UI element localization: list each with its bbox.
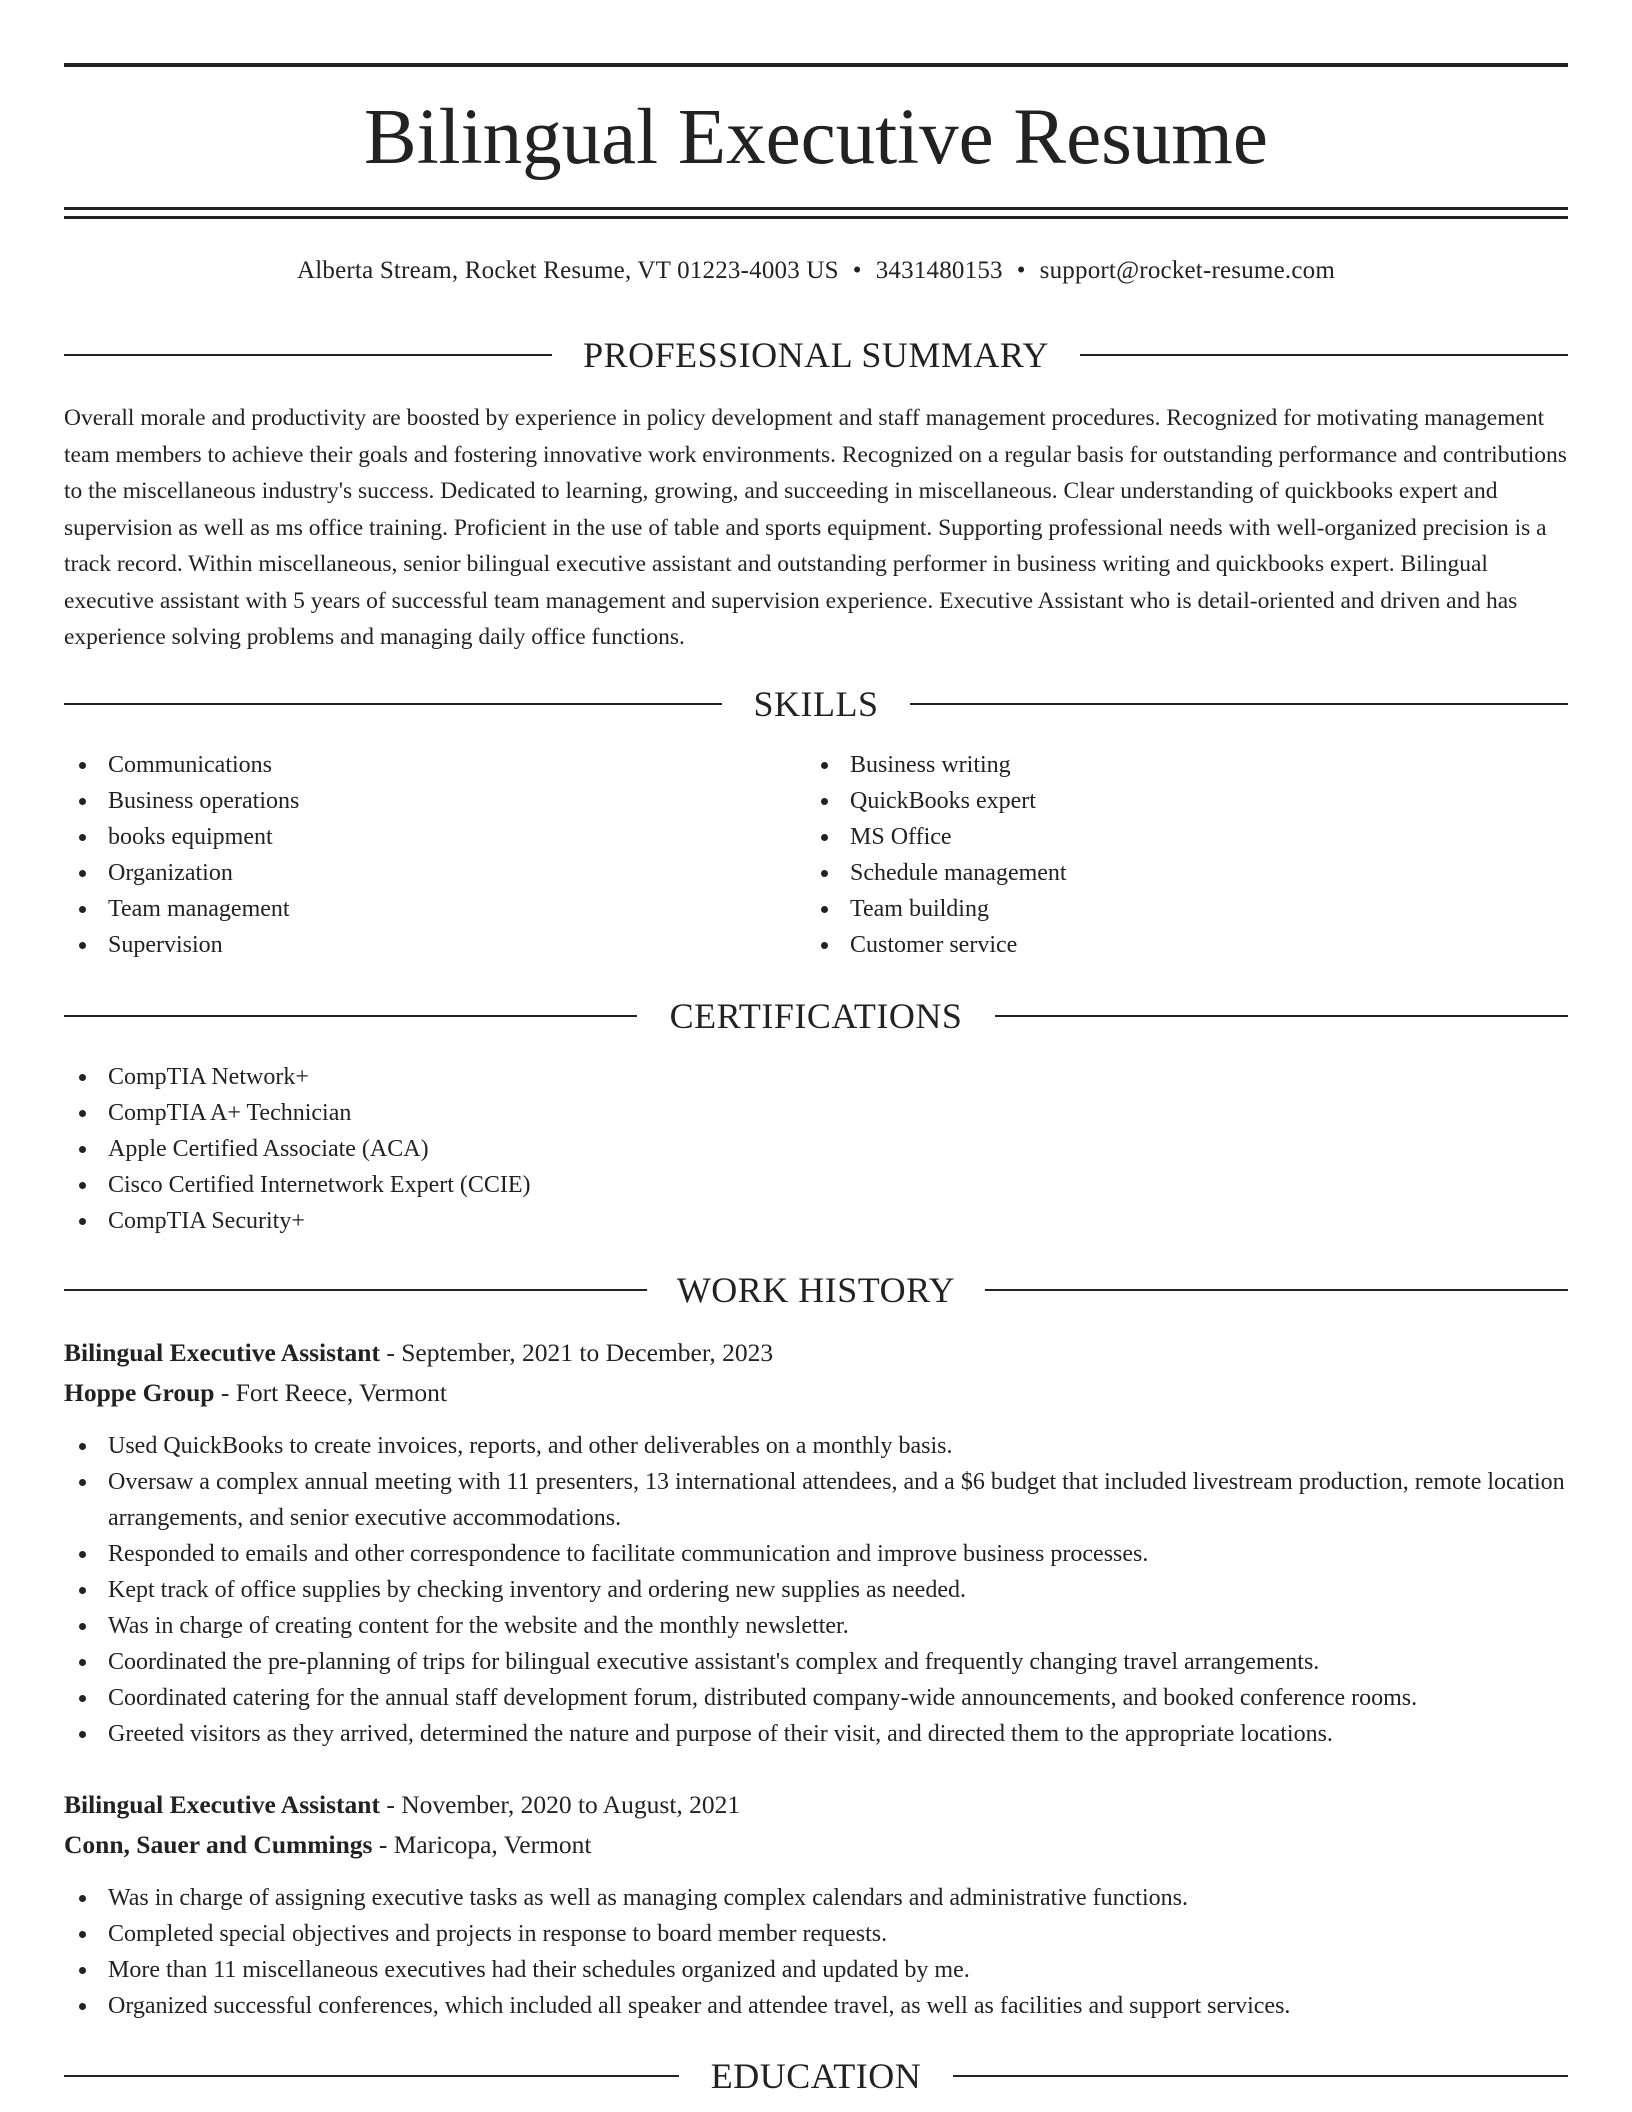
skills-list-right [806, 747, 1526, 963]
skill-item: Business writing [806, 747, 1526, 783]
skills-list-left [64, 747, 784, 963]
job-title: Bilingual Executive Assistant [64, 1790, 380, 1819]
skill-item: Supervision [64, 927, 784, 963]
heading-rule-right [995, 1015, 1568, 1017]
job-bullet: Coordinated the pre-planning of trips for bilingual executive assistant's complex and frequently changing travel arrangements. [64, 1644, 1568, 1680]
job-bullet: Used QuickBooks to create invoices, reports, and other deliverables on a monthly basis. [64, 1428, 1568, 1464]
skill-item: Organization [64, 855, 784, 891]
certification-item: CompTIA A+ Technician [64, 1095, 1568, 1131]
job-bullet: Completed special objectives and projects in response to board member requests. [64, 1916, 1568, 1952]
job-dates: - November, 2020 to August, 2021 [379, 1790, 741, 1819]
job-location: - Maricopa, Vermont [372, 1830, 592, 1859]
contact-line [64, 254, 1568, 288]
job-company: Hoppe Group [64, 1378, 215, 1407]
contact-separator: • [852, 257, 862, 284]
certification-item: Cisco Certified Internetwork Expert (CCIE) [64, 1167, 1568, 1203]
job-title-line [64, 1335, 773, 1371]
job-title: Bilingual Executive Assistant [64, 1338, 380, 1367]
job-bullet: Responded to emails and other correspondence to facilitate communication and improve business processes. [64, 1536, 1568, 1572]
job-bullet: Organized successful conferences, which included all speaker and attendee travel, as well as facilities and support services. [64, 1988, 1568, 2024]
certifications-list [64, 1059, 1568, 1239]
top-rule [64, 63, 1568, 67]
heading-rule-right [910, 703, 1568, 705]
job-bullet: Was in charge of creating content for the website and the monthly newsletter. [64, 1608, 1568, 1644]
certifications-heading-text: CERTIFICATIONS [669, 996, 963, 1036]
certification-item: CompTIA Network+ [64, 1059, 1568, 1095]
certifications-heading [64, 994, 1568, 1038]
job-bullet: Oversaw a complex annual meeting with 11 presenters, 13 international attendees, and a $6 budget that included livestream production, remote location arrangements, and senior executive accommodations. [64, 1464, 1568, 1536]
skill-item: Schedule management [806, 855, 1526, 891]
job-bullets [64, 1880, 1568, 2024]
skill-item: QuickBooks expert [806, 783, 1526, 819]
skill-item: books equipment [64, 819, 784, 855]
job-bullet: Was in charge of assigning executive tasks as well as managing complex calendars and administrative functions. [64, 1880, 1568, 1916]
job-dates: - September, 2021 to December, 2023 [379, 1338, 774, 1367]
skill-item: MS Office [806, 819, 1526, 855]
certification-item: CompTIA Security+ [64, 1203, 1568, 1239]
summary-heading [64, 333, 1568, 377]
heading-rule-right [953, 2075, 1568, 2077]
resume-title: Bilingual Executive Resume [364, 94, 1268, 181]
job-bullet: Greeted visitors as they arrived, determined the nature and purpose of their visit, and directed them to the appropriate locations. [64, 1716, 1568, 1752]
contact-email: support@rocket-resume.com [1039, 257, 1335, 284]
heading-rule-right [1080, 354, 1568, 356]
skill-item: Communications [64, 747, 784, 783]
summary-paragraph: Overall morale and productivity are boosted by experience in policy development and staff management procedures. Recognized for motivating management team members to achieve their goals and fostering innovative work environments. Recognized on a regular basis for outstanding performance and contributions to the miscellaneous industry's success. Dedicated to learning, growing, and succeeding in miscellaneous. Clear understanding of quickbooks expert and supervision as well as ms office training. Proficient in the use of table and sports equipment. Supporting professional needs with well-organized precision is a track record. Within miscellaneous, senior bilingual executive assistant and outstanding performer in business writing and quickbooks expert. Bilingual executive assistant with 5 years of successful team management and supervision experience. Executive Assistant who is detail-oriented and driven and has experience solving problems and managing daily office functions. [64, 405, 1567, 650]
work-history-heading-text: WORK HISTORY [676, 1270, 956, 1310]
skill-item: Team management [64, 891, 784, 927]
job-bullets [64, 1428, 1568, 1752]
work-history-heading [64, 1268, 1568, 1312]
job-bullet: Kept track of office supplies by checking inventory and ordering new supplies as needed. [64, 1572, 1568, 1608]
skill-item: Team building [806, 891, 1526, 927]
contact-phone: 3431480153 [875, 257, 1003, 284]
skills-heading-text: SKILLS [753, 684, 879, 724]
skill-item: Customer service [806, 927, 1526, 963]
skill-item: Business operations [64, 783, 784, 819]
job-location: - Fort Reece, Vermont [214, 1378, 447, 1407]
title-double-rule-upper [64, 207, 1568, 210]
contact-address: Alberta Stream, Rocket Resume, VT 01223-4003 US [297, 257, 839, 284]
contact-separator: • [1016, 257, 1026, 284]
job-company: Conn, Sauer and Cummings [64, 1830, 373, 1859]
job-bullet: Coordinated catering for the annual staff development forum, distributed company-wide announcements, and booked conference rooms. [64, 1680, 1568, 1716]
title-double-rule-lower [64, 216, 1568, 219]
education-heading [64, 2054, 1568, 2098]
certification-item: Apple Certified Associate (ACA) [64, 1131, 1568, 1167]
heading-rule-right [985, 1289, 1568, 1291]
job-bullet: More than 11 miscellaneous executives had their schedules organized and updated by me. [64, 1952, 1568, 1988]
skills-heading [64, 682, 1568, 726]
job-title-line [64, 1787, 740, 1823]
summary-heading-text: PROFESSIONAL SUMMARY [583, 335, 1049, 375]
job-company-line [64, 1375, 447, 1411]
job-company-line [64, 1827, 592, 1863]
education-heading-text: EDUCATION [710, 2056, 922, 2096]
